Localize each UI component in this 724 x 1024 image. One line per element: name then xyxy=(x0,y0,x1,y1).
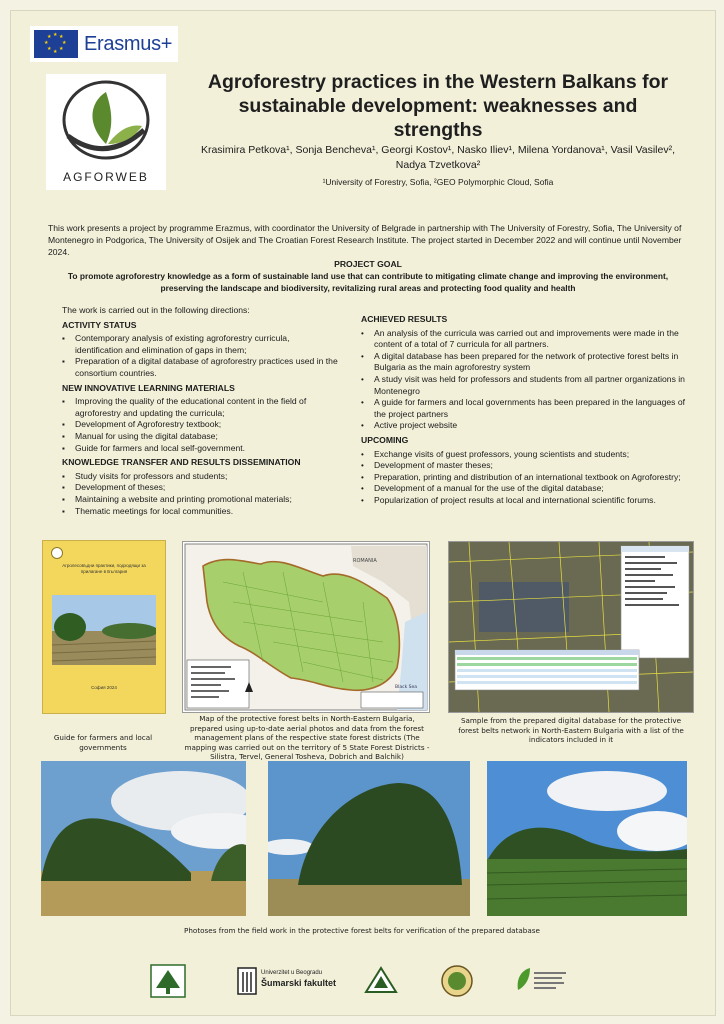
intro-paragraph: This work presents a project by programme Erazmus, with coordinator the University of Belgrade in partnership with The University of Forestry, Sofia, The University of Montenegro in Podgorica, The University of Osijek and The Croatian Forest Research Institute. The project started in December 2022 and will continue until November 2024. xyxy=(48,223,682,257)
list-item: • A digital database has been prepared for the network of protective forest belts in Bulgaria as the main agroforestry system xyxy=(361,351,691,374)
forest-institute-logo xyxy=(364,964,400,1000)
directions-lead: The work is carried out in the following directions: xyxy=(62,305,250,315)
list-item: • A guide for farmers and local governments has been prepared in the languages of the project partners xyxy=(361,397,691,420)
field-photo-2-image xyxy=(268,761,470,916)
map-label-sea: Black Sea xyxy=(395,685,417,690)
activity-status-list xyxy=(62,333,338,379)
upcoming-list xyxy=(361,449,691,507)
belgrade-sumarski-fakultet-logo xyxy=(236,964,337,1000)
list-item: ▪ Thematic meetings for local communities. xyxy=(62,506,338,518)
list-item: • An analysis of the curricula was carried out and improvements were made in the content of a total of 7 curricula for all partners. xyxy=(361,328,691,351)
goal-heading: PROJECT GOAL xyxy=(334,259,402,269)
guide-caption: Guide for farmers and local governments xyxy=(53,733,153,752)
right-column xyxy=(361,312,691,510)
field-photo-1-image xyxy=(41,761,246,916)
round-seal-logo xyxy=(440,964,476,1000)
database-caption: Sample from the prepared digital database for the protective forest belts network in North-Eastern Bulgaria with a list of the indicators included in it xyxy=(458,716,684,744)
list-item: • Exchange visits of guest professors, young scientists and students; xyxy=(361,449,691,461)
goal-text: To promote agroforestry knowledge as a form of sustainable land use that can contribute to mitigating climate change and improving the environment, preserving the landscape and biodiversity, revitalizing rural areas and protecting food quality and health xyxy=(67,271,669,293)
field-photo-2 xyxy=(268,761,470,916)
section-heading-upcoming: UPCOMING xyxy=(361,434,409,445)
list-item: • Preparation, printing and distribution of an international textbook on Agroforestry; xyxy=(361,472,691,484)
knowledge-transfer-list xyxy=(62,471,338,517)
agforweb-wordmark: AGFORWEB xyxy=(63,170,149,184)
guide-cover-photo xyxy=(52,595,156,665)
forestry-university-logo-1 xyxy=(150,964,190,1000)
eu-flag-icon: ★ ★ ★ ★ ★ ★ ★ ★ xyxy=(34,30,78,58)
list-item: • Active project website xyxy=(361,420,691,432)
title-line-2: sustainable development: weaknesses and strengths xyxy=(238,95,638,141)
erasmus-logo xyxy=(30,26,178,62)
map-caption: Map of the protective forest belts in North-Eastern Bulgaria, prepared using up-to-date aerial photos and data from the forest management plans of the respective state forest districts (The mapping was carried out on the territory of 5 State Forest Districts - Silistra, Tervel, General Tosheva, Dobrich and Balchik) xyxy=(184,714,430,761)
field-photo-3 xyxy=(487,761,687,916)
learning-materials-list xyxy=(62,396,338,454)
authors-line-1: Krasimira Petkova¹, Sonja Bencheva¹, Georgi Kostov¹, Nasko Iliev¹, Milena Yordanova¹, Vasil Vasilev², xyxy=(200,144,676,156)
croatian-forest-institute-logo xyxy=(512,964,572,1000)
authors xyxy=(196,143,680,173)
belgrade-logo-line-1: Univerzitet u Beogradu xyxy=(261,970,323,976)
guide-cover-figure xyxy=(42,540,166,714)
list-item: ▪ Preparation of a digital database of agroforestry practices used in the consortium countries. xyxy=(62,356,338,379)
list-item: • A study visit was held for professors and students from all partner organizations in Montenegro xyxy=(361,374,691,397)
section-heading-activity-status: ACTIVITY STATUS xyxy=(62,319,137,330)
list-item: ▪ Improving the quality of the educational content in the field of agroforestry and updating the curricula; xyxy=(62,396,338,419)
list-item: ▪ Maintaining a website and printing promotional materials; xyxy=(62,494,338,506)
forest-belts-map-figure xyxy=(182,541,430,713)
title-line-1: Agroforestry practices in the Western Balkans for xyxy=(207,71,669,93)
forest-belts-map xyxy=(183,542,429,712)
achieved-results-list xyxy=(361,328,691,432)
list-item: ▪ Manual for using the digital database; xyxy=(62,431,338,443)
guide-cover-footer: София 2024 xyxy=(91,685,117,690)
guide-logo-icon xyxy=(51,547,63,559)
leaf-emblem-icon xyxy=(512,964,570,996)
database-screenshot-figure xyxy=(448,541,694,713)
belgrade-logo-line-2: Šumarski fakultet xyxy=(261,978,337,988)
field-photo-1 xyxy=(41,761,246,916)
leaf-globe-icon xyxy=(46,74,166,170)
building-emblem-icon xyxy=(236,964,258,996)
list-item: • Popularization of project results at local and international scientific forums. xyxy=(361,495,691,507)
agforweb-logo xyxy=(46,74,166,190)
list-item: • Development of a manual for the use of the digital database; xyxy=(361,483,691,495)
left-column xyxy=(62,305,338,520)
section-heading-achieved-results: ACHIEVED RESULTS xyxy=(361,314,448,324)
section-heading-learning-materials: NEW INNOVATIVE LEARNING MATERIALS xyxy=(62,382,235,393)
guide-cover-title: Агролесовъдни практики, подходящи за прилагане в България xyxy=(62,563,146,574)
authors-line-2: Nadya Tzvetkova² xyxy=(395,159,481,171)
erasmus-label: Erasmus+ xyxy=(84,32,173,55)
map-label-romania: ROMANIA xyxy=(353,558,377,564)
list-item: ▪ Study visits for professors and students; xyxy=(62,471,338,483)
list-item: ▪ Guide for farmers and local self-government. xyxy=(62,443,338,455)
photos-caption: Photoses from the field work in the protective forest belts for verification of the prepared database xyxy=(184,926,540,935)
affiliations: ¹University of Forestry, Sofia, ²GEO Polymorphic Cloud, Sofia xyxy=(322,177,554,187)
list-item: ▪ Contemporary analysis of existing agroforestry curricula, identification and elimination of gaps in them; xyxy=(62,333,338,356)
round-seal-icon xyxy=(440,964,474,998)
database-screenshot xyxy=(449,542,693,712)
poster-title xyxy=(198,70,678,142)
triangle-emblem-icon xyxy=(364,964,398,996)
list-item: ▪ Development of Agroforestry textbook; xyxy=(62,419,338,431)
section-heading-knowledge-transfer: KNOWLEDGE TRANSFER AND RESULTS DISSEMINATION xyxy=(62,457,301,468)
list-item: ▪ Development of theses; xyxy=(62,482,338,494)
list-item: • Development of master theses; xyxy=(361,460,691,472)
tree-emblem-icon xyxy=(150,964,186,998)
field-photo-3-image xyxy=(487,761,687,916)
